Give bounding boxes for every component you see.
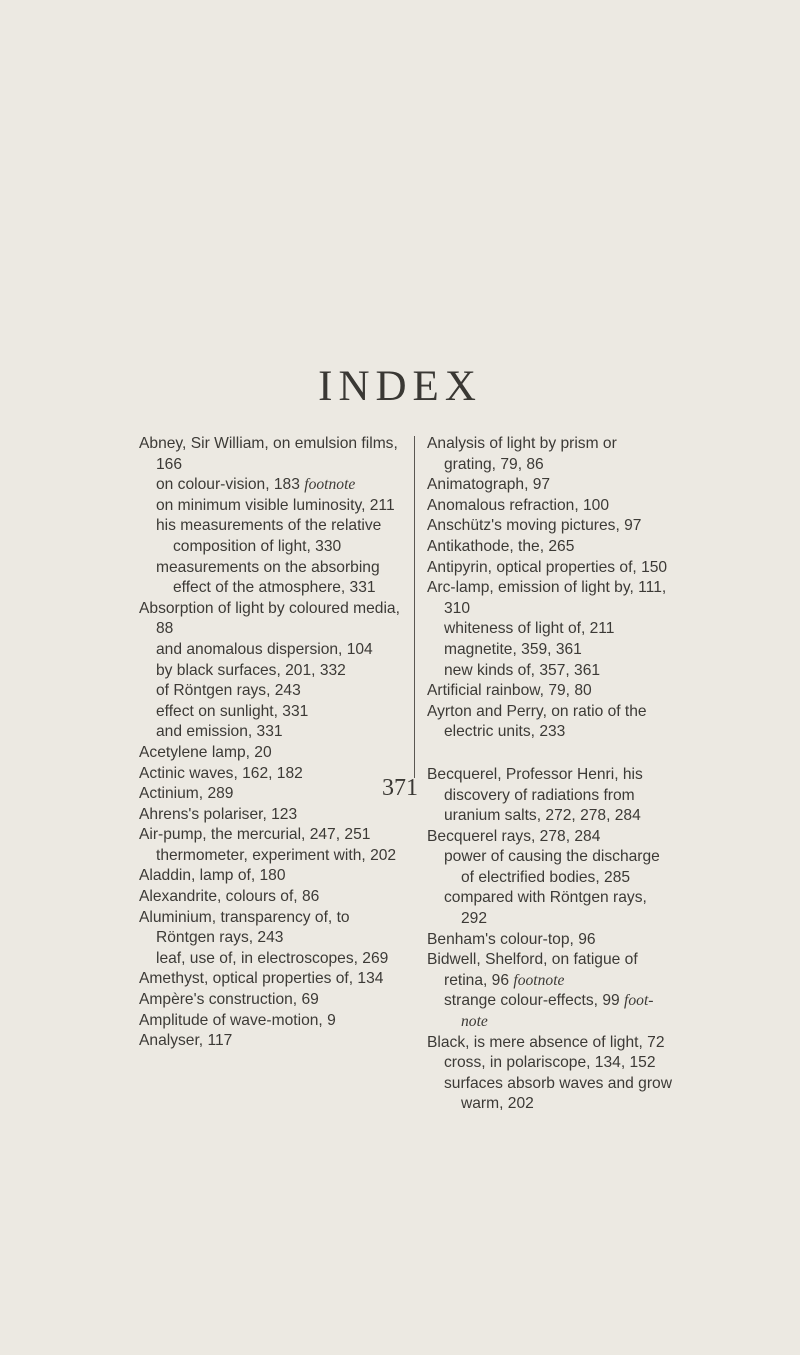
- index-entry: [427, 578, 673, 619]
- index-entry-text: Ampère's construction, 69: [139, 991, 319, 1009]
- index-entry-text: power of causing the discharge of electrified bodies, 285: [444, 848, 660, 886]
- index-entry: [427, 1053, 673, 1074]
- index-entry: [427, 847, 673, 888]
- index-entry-text: magnetite, 359, 361: [444, 640, 582, 658]
- index-entry: [139, 908, 405, 949]
- index-entry: [139, 640, 405, 661]
- index-entry: [139, 475, 405, 496]
- index-entry-text: Antikathode, the, 265: [427, 537, 575, 555]
- index-entry-text: on minimum visible luminosity, 211: [156, 496, 395, 514]
- index-entry-text: compared with Röntgen rays, 292: [444, 889, 647, 928]
- index-entry-text: of Röntgen rays, 243: [156, 682, 301, 700]
- footnote-label: foot-note: [461, 992, 654, 1031]
- index-entry-text: Becquerel rays, 278, 284: [427, 827, 601, 845]
- index-entry: [139, 949, 405, 970]
- index-entry: [139, 558, 405, 599]
- index-entry-text: on colour-vision, 183: [156, 476, 300, 494]
- index-entry: [139, 990, 405, 1011]
- index-entry: [139, 681, 405, 702]
- index-entry-text: new kinds of, 357, 361: [444, 661, 601, 679]
- index-entry: [139, 599, 405, 640]
- index-entry-text: Antipyrin, optical properties of, 150: [427, 558, 668, 576]
- index-entry: [139, 969, 405, 990]
- index-entry-text: Animatograph, 97: [427, 476, 551, 494]
- index-entry: [427, 516, 673, 537]
- index-entry: [427, 1033, 673, 1054]
- index-entry-text: effect on sunlight, 331: [156, 702, 309, 720]
- index-entry-text: Air-pump, the mercurial, 247, 251: [139, 826, 371, 844]
- index-entry-text: Amplitude of wave-motion, 9: [139, 1011, 336, 1029]
- index-entry: [427, 661, 673, 682]
- index-entry-text: Abney, Sir William, on emulsion films, 166: [139, 435, 398, 473]
- index-entry-text: Arc-lamp, emission of light by, 111, 310: [427, 579, 667, 617]
- index-entry-text: surfaces absorb waves and grow warm, 202: [444, 1074, 672, 1113]
- index-entry-text: Absorption of light by coloured media, 88: [139, 599, 400, 638]
- index-entry-text: Black, is mere absence of light, 72: [427, 1033, 665, 1051]
- index-entry-text: leaf, use of, in electroscopes, 269: [156, 949, 389, 967]
- index-entry-text: Aladdin, lamp of, 180: [139, 867, 286, 885]
- index-entry: [427, 681, 673, 702]
- index-entry-text: by black surfaces, 201, 332: [156, 661, 346, 679]
- index-entry-text: Alexandrite, colours of, 86: [139, 888, 320, 906]
- index-entry-text: Anschütz's moving pictures, 97: [427, 517, 642, 535]
- index-entry: [139, 887, 405, 908]
- index-entry-text: thermometer, experiment with, 202: [156, 846, 397, 864]
- index-entry-text: Actinic waves, 162, 182: [139, 764, 303, 782]
- index-entry: [427, 434, 673, 475]
- index-entry: [427, 888, 673, 929]
- index-entry-text: Becquerel, Professor Henri, his discovery of radiations from uranium salts, 272, 278, 284: [427, 765, 643, 825]
- index-entry: [427, 558, 673, 579]
- index-entry-text: and anomalous dispersion, 104: [156, 640, 373, 658]
- index-entry: [139, 702, 405, 723]
- index-entry-text: Ahrens's polariser, 123: [139, 805, 298, 823]
- column-divider: [414, 436, 415, 778]
- index-entry-text: Artificial rainbow, 79, 80: [427, 682, 592, 700]
- index-entry-text: Acetylene lamp, 20: [139, 743, 272, 761]
- index-entry-text: Ayrton and Perry, on ratio of the electric units, 233: [427, 702, 647, 741]
- page-title: INDEX: [318, 363, 482, 410]
- index-entry: [139, 496, 405, 517]
- index-entry: [139, 661, 405, 682]
- index-entry-text: Anomalous refraction, 100: [427, 496, 610, 514]
- index-entry: [139, 722, 405, 743]
- index-entry-text: Amethyst, optical properties of, 134: [139, 970, 384, 988]
- index-entry: [139, 846, 405, 867]
- index-entry: [139, 434, 405, 475]
- index-entry: [139, 805, 405, 826]
- index-entry: [139, 516, 405, 557]
- index-entry-text: cross, in polariscope, 134, 152: [444, 1054, 656, 1072]
- footnote-label: footnote: [513, 971, 565, 989]
- index-entry-text: Analysis of light by prism or grating, 79, 86: [427, 435, 617, 473]
- index-entry: [139, 866, 405, 887]
- index-column-left: [139, 434, 405, 1052]
- index-entry: [427, 537, 673, 558]
- index-entry-text: Bidwell, Shelford, on fatigue of retina, 96: [427, 951, 638, 989]
- index-entry: [427, 1074, 673, 1115]
- index-entry: [139, 1011, 405, 1032]
- index-entry-text: and emission, 331: [156, 723, 283, 741]
- index-entry-text: measurements on the absorbing effect of the atmosphere, 331: [156, 558, 380, 597]
- index-entry: [427, 640, 673, 661]
- index-entry-text: Actinium, 289: [139, 785, 234, 803]
- index-entry: [427, 702, 673, 743]
- footnote-label: footnote: [304, 476, 356, 494]
- page-number: 371: [382, 775, 418, 801]
- index-entry: [427, 930, 673, 951]
- index-entry: [427, 619, 673, 640]
- index-entry-text: his measurements of the relative composition of light, 330: [156, 517, 382, 555]
- index-entry: [427, 496, 673, 517]
- index-entry: [139, 1031, 405, 1052]
- index-entry: [139, 825, 405, 846]
- index-entry: [427, 950, 673, 991]
- index-entry: [427, 991, 673, 1032]
- index-entry-text: strange colour-effects, 99: [444, 992, 620, 1010]
- index-entry-text: whiteness of light of, 211: [444, 620, 615, 638]
- index-entry-text: Benham's colour-top, 96: [427, 930, 596, 948]
- index-entry: [427, 475, 673, 496]
- index-entry: [139, 743, 405, 764]
- index-entry: [427, 827, 673, 848]
- index-entry-text: Aluminium, transparency of, to Röntgen rays, 243: [139, 908, 350, 947]
- index-entry-text: Analyser, 117: [139, 1032, 233, 1050]
